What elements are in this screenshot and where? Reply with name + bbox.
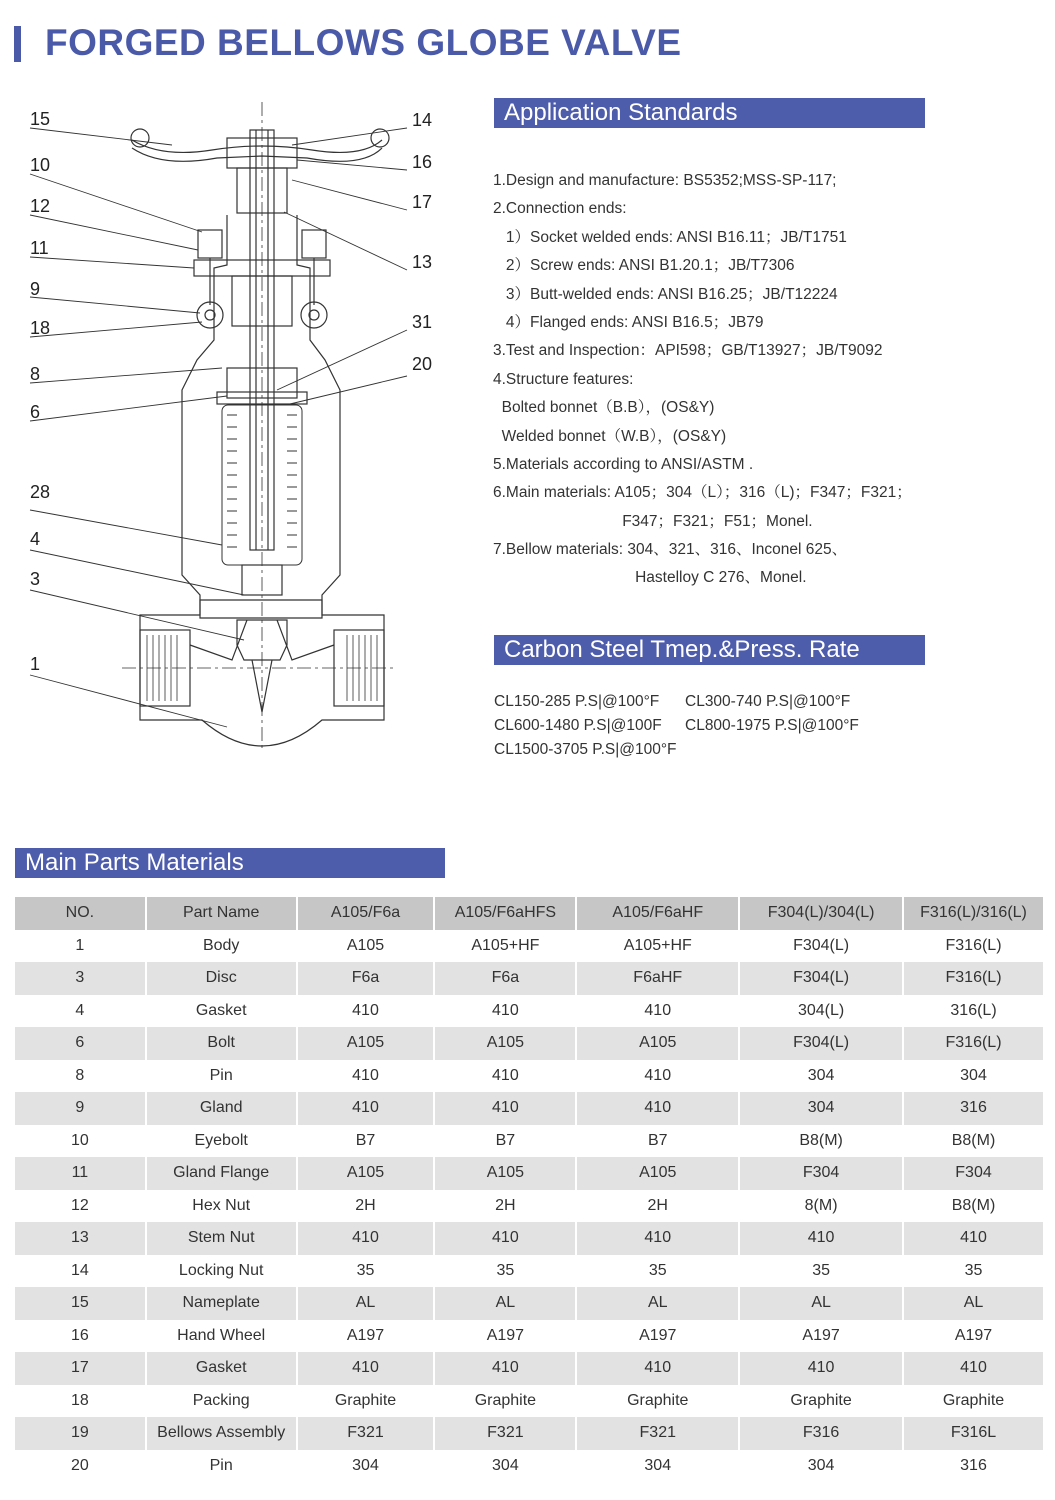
rate-value: CL600-1480 P.S|@100F [494,717,662,734]
table-cell: B8(M) [739,1125,903,1158]
table-cell: 6 [15,1027,146,1060]
table-cell: F6a [434,962,576,995]
table-cell: Graphite [576,1385,739,1418]
table-cell: 410 [434,1060,576,1093]
table-cell: 410 [297,1352,435,1385]
table-cell: 410 [576,1092,739,1125]
application-standards-heading: Application Standards [494,98,925,128]
diagram-label: 20 [412,354,433,374]
table-cell: B7 [434,1125,576,1158]
rate-row [494,690,876,714]
valve-diagram [22,100,462,760]
diagram-label: 14 [412,110,433,130]
column-header: NO. [15,897,146,930]
table-cell: 11 [15,1157,146,1190]
table-cell: Locking Nut [146,1255,297,1288]
table-cell: F6aHF [576,962,739,995]
table-cell: 15 [15,1287,146,1320]
diagram-label: 9 [30,279,41,299]
table-cell: 13 [15,1222,146,1255]
standard-line: 3.Test and Inspection：API598；GB/T13927；JB/T9092 [493,342,883,360]
rate-value: CL1500-3705 P.S|@100°F [494,741,677,758]
table-cell: Graphite [739,1385,903,1418]
table-cell: 304(L) [739,995,903,1028]
table-row [15,1287,1044,1320]
standard-line: 4.Structure features: [493,370,634,388]
table-cell: F316L [903,1417,1044,1450]
table-cell: A197 [739,1320,903,1353]
table-cell: 35 [434,1255,576,1288]
table-cell: F321 [434,1417,576,1450]
diagram-label: 4 [30,529,41,549]
table-cell: 410 [576,1352,739,1385]
table-cell: B8(M) [903,1190,1044,1223]
table-cell: 9 [15,1092,146,1125]
table-cell: 410 [903,1352,1044,1385]
table-header-row [15,897,1044,930]
table-cell: Gasket [146,995,297,1028]
table-cell: A105 [297,1157,435,1190]
table-cell: 410 [297,995,435,1028]
table-cell: 8(M) [739,1190,903,1223]
table-row [15,1222,1044,1255]
table-cell: B7 [297,1125,435,1158]
table-cell: A105 [576,1027,739,1060]
diagram-label: 16 [412,152,433,172]
table-cell: 304 [903,1060,1044,1093]
table-cell: 304 [739,1092,903,1125]
table-row [15,1092,1044,1125]
table-cell: 14 [15,1255,146,1288]
table-row [15,1027,1044,1060]
table-cell: F316(L) [903,962,1044,995]
diagram-label: 10 [30,155,51,175]
table-row [15,1417,1044,1450]
table-cell: Bolt [146,1027,297,1060]
table-cell: F316(L) [903,1027,1044,1060]
table-cell: 410 [576,995,739,1028]
table-cell: Gasket [146,1352,297,1385]
column-header: A105/F6a [297,897,435,930]
table-cell: F316 [739,1417,903,1450]
table-cell: 35 [576,1255,739,1288]
diagram-label: 12 [30,196,51,216]
table-cell: 410 [297,1060,435,1093]
rate-value: CL300-740 P.S|@100°F [685,693,851,710]
table-cell: 304 [576,1450,739,1483]
table-cell: 304 [434,1450,576,1483]
table-cell: 410 [434,995,576,1028]
standard-line: 2）Screw ends: ANSI B1.20.1；JB/T7306 [493,257,795,275]
table-cell: 2H [297,1190,435,1223]
standard-line: Welded bonnet（W.B），(OS&Y) [493,427,727,445]
table-cell: A197 [297,1320,435,1353]
table-cell: 2H [434,1190,576,1223]
table-cell: AL [576,1287,739,1320]
table-cell: 35 [903,1255,1044,1288]
table-cell: 410 [576,1222,739,1255]
table-cell: A105 [297,930,435,963]
table-cell: F304(L) [739,930,903,963]
parts-materials-table [15,897,1045,1482]
table-cell: 410 [576,1060,739,1093]
table-cell: 3 [15,962,146,995]
table-cell: AL [903,1287,1044,1320]
table-cell: A105 [297,1027,435,1060]
table-cell: A105 [434,1157,576,1190]
table-body [15,930,1044,1483]
standard-line: 3）Butt-welded ends: ANSI B16.25；JB/T12224 [493,285,838,303]
column-header: A105/F6aHFS [434,897,576,930]
table-cell: 1 [15,930,146,963]
table-cell: F321 [576,1417,739,1450]
table-cell: F304 [739,1157,903,1190]
rate-value: CL150-285 P.S|@100°F [494,693,660,710]
table-row [15,1450,1044,1483]
table-cell: 35 [739,1255,903,1288]
pressure-rate-heading: Carbon Steel Tmep.&Press. Rate [494,635,925,665]
table-cell: 410 [297,1222,435,1255]
table-cell: 35 [297,1255,435,1288]
standard-line: Bolted bonnet（B.B），(OS&Y) [493,399,715,417]
table-cell: AL [739,1287,903,1320]
table-cell: 304 [739,1060,903,1093]
diagram-label: 31 [412,312,433,332]
diagram-label: 3 [30,569,41,589]
table-cell: F304(L) [739,1027,903,1060]
table-cell: 19 [15,1417,146,1450]
table-cell: 410 [739,1222,903,1255]
table-row [15,995,1044,1028]
table-cell: Bellows Assembly [146,1417,297,1450]
table-cell: Graphite [903,1385,1044,1418]
table-cell: 316 [903,1092,1044,1125]
table-cell: 18 [15,1385,146,1418]
table-cell: A105 [434,1027,576,1060]
table-cell: AL [297,1287,435,1320]
table-cell: 20 [15,1450,146,1483]
table-cell: B7 [576,1125,739,1158]
table-cell: 304 [739,1450,903,1483]
column-header: A105/F6aHF [576,897,739,930]
table-cell: 12 [15,1190,146,1223]
diagram-label: 6 [30,402,41,422]
table-cell: Pin [146,1060,297,1093]
title-accent-bar [14,26,21,62]
rate-row [494,738,876,762]
table-cell: Packing [146,1385,297,1418]
table-cell: Pin [146,1450,297,1483]
diagram-label: 8 [30,364,41,384]
diagram-label: 1 [30,654,41,674]
column-header: Part Name [146,897,297,930]
table-cell: Hex Nut [146,1190,297,1223]
table-cell: 8 [15,1060,146,1093]
column-header: F316(L)/316(L) [903,897,1044,930]
table-cell: 16 [15,1320,146,1353]
table-cell: A105+HF [434,930,576,963]
table-cell: F321 [297,1417,435,1450]
table-row [15,1255,1044,1288]
table-cell: 410 [297,1092,435,1125]
diagram-label: 18 [30,318,51,338]
table-cell: Body [146,930,297,963]
parts-materials-heading: Main Parts Materials [15,848,445,878]
table-cell: A197 [434,1320,576,1353]
table-cell: 304 [297,1450,435,1483]
table-cell: Graphite [434,1385,576,1418]
table-cell: Disc [146,962,297,995]
table-cell: A197 [576,1320,739,1353]
standard-line: 1.Design and manufacture: BS5352;MSS-SP-117; [493,172,837,189]
table-row [15,1060,1044,1093]
table-cell: F304(L) [739,962,903,995]
table-cell: Nameplate [146,1287,297,1320]
table-cell: Gland Flange [146,1157,297,1190]
table-cell: Stem Nut [146,1222,297,1255]
table-cell: A105 [576,1157,739,1190]
table-cell: A105+HF [576,930,739,963]
table-row [15,1157,1044,1190]
table-cell: 410 [739,1352,903,1385]
table-row [15,1352,1044,1385]
standard-line: 6.Main materials: A105；304（L）；316（L)；F347；F321； [493,484,912,502]
table-cell: 2H [576,1190,739,1223]
table-cell: Graphite [297,1385,435,1418]
table-row [15,1125,1044,1158]
standard-line: 2.Connection ends: [493,200,627,218]
application-standards-list [493,167,912,593]
table-row [15,1320,1044,1353]
table-cell: 316 [903,1450,1044,1483]
table-cell: 410 [434,1222,576,1255]
standard-line: F347；F321；F51；Monel. [493,512,813,530]
diagram-label: 13 [412,252,433,272]
table-cell: 4 [15,995,146,1028]
table-cell: B8(M) [903,1125,1044,1158]
standard-line: 4）Flanged ends: ANSI B16.5；JB79 [493,313,764,331]
standard-line: 7.Bellow materials: 304、321、316、Inconel 625、 [493,541,848,559]
table-cell: 10 [15,1125,146,1158]
table-cell: Gland [146,1092,297,1125]
table-cell: 17 [15,1352,146,1385]
table-cell: F304 [903,1157,1044,1190]
table-cell: 316(L) [903,995,1044,1028]
diagram-label: 11 [30,238,49,258]
standard-line: 5.Materials according to ANSI/ASTM . [493,455,754,473]
diagram-label: 17 [412,192,433,212]
diagram-label: 15 [30,109,51,129]
standard-line: Hastelloy C 276、Monel. [493,569,807,587]
table-cell: 410 [434,1092,576,1125]
rate-row [494,714,876,738]
pressure-rate-list [494,690,876,762]
table-cell: Eyebolt [146,1125,297,1158]
rate-value: CL800-1975 P.S|@100°F [685,717,859,734]
table-row [15,1385,1044,1418]
table-cell: F316(L) [903,930,1044,963]
diagram-label: 28 [30,482,51,502]
table-row [15,930,1044,963]
table-cell: 410 [903,1222,1044,1255]
standard-line: 1）Socket welded ends: ANSI B16.11；JB/T1751 [493,228,847,246]
column-header: F304(L)/304(L) [739,897,903,930]
table-cell: F6a [297,962,435,995]
table-row [15,962,1044,995]
page-title: FORGED BELLOWS GLOBE VALVE [45,22,682,63]
table-cell: AL [434,1287,576,1320]
table-cell: A197 [903,1320,1044,1353]
table-cell: Hand Wheel [146,1320,297,1353]
table-row [15,1190,1044,1223]
table-cell: 410 [434,1352,576,1385]
